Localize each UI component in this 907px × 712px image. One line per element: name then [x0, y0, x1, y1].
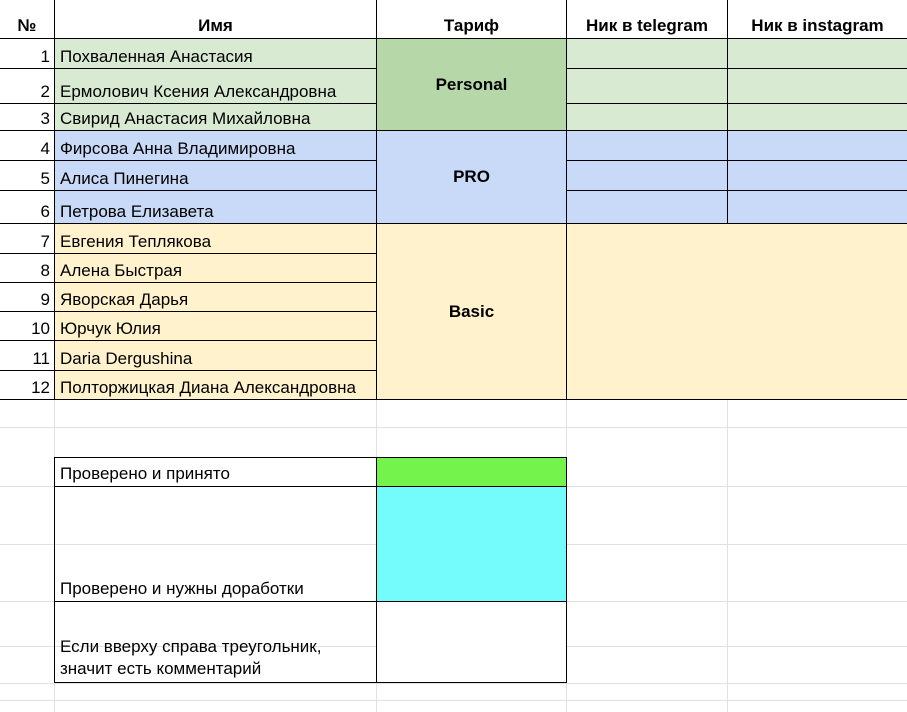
row-num-9[interactable]: 9 [40, 290, 50, 309]
legend-label-comment-note[interactable]: Если вверху справа треугольник, значит есть комментарий [60, 637, 322, 678]
row-num-12[interactable]: 12 [31, 378, 50, 397]
row-num-10[interactable]: 10 [31, 319, 50, 338]
legend-border [54, 601, 567, 602]
legend-label-checked-ok[interactable]: Проверено и принято [60, 464, 230, 483]
row-name-12[interactable]: Полторжицкая Диана Александровна [60, 378, 356, 397]
row-num-2[interactable]: 2 [40, 82, 50, 101]
row-name-10[interactable]: Юрчук Юлия [60, 319, 161, 338]
legend-border [376, 457, 377, 683]
telegram-cell-3[interactable] [567, 104, 727, 130]
gridline [727, 399, 728, 712]
row-name-5[interactable]: Алиса Пинегина [60, 169, 189, 188]
telegram-cell-1[interactable] [567, 39, 727, 68]
header-instagram[interactable]: Ник в instagram [751, 16, 884, 35]
legend-border [54, 457, 55, 683]
row-num-4[interactable]: 4 [40, 139, 50, 158]
instagram-cell-3[interactable] [728, 104, 907, 130]
row-num-7[interactable]: 7 [40, 232, 50, 251]
legend-swatch-comment[interactable] [376, 601, 566, 683]
row-name-11[interactable]: Daria Dergushina [60, 349, 193, 368]
basic-nick-merged-cell[interactable] [567, 224, 907, 399]
legend-border [54, 486, 567, 487]
telegram-cell-5[interactable] [567, 161, 727, 190]
legend-swatch-checked-ok[interactable] [376, 457, 566, 486]
legend-border [54, 457, 567, 458]
row-name-3[interactable]: Свирид Анастасия Михайловна [60, 109, 311, 128]
instagram-cell-1[interactable] [728, 39, 907, 68]
row-num-5[interactable]: 5 [40, 169, 50, 188]
instagram-cell-4[interactable] [728, 131, 907, 160]
tariff-basic[interactable]: Basic [377, 224, 566, 399]
gridline [0, 683, 907, 684]
instagram-cell-6[interactable] [728, 191, 907, 223]
row-name-8[interactable]: Алена Быстрая [60, 261, 183, 280]
row-name-2[interactable]: Ермолович Ксения Александровна [60, 82, 337, 101]
gridline [0, 700, 907, 701]
row-name-6[interactable]: Петрова Елизавета [60, 202, 214, 221]
instagram-cell-2[interactable] [728, 69, 907, 103]
row-name-7[interactable]: Евгения Теплякова [60, 232, 212, 251]
header-name[interactable]: Имя [198, 16, 233, 35]
row-num-8[interactable]: 8 [40, 261, 50, 280]
legend-label-needs-work[interactable]: Проверено и нужны доработки [60, 579, 304, 598]
row-num-11[interactable]: 11 [32, 349, 50, 368]
header-tariff[interactable]: Тариф [443, 16, 500, 35]
row-num-6[interactable]: 6 [40, 202, 50, 221]
telegram-cell-2[interactable] [567, 69, 727, 103]
tariff-pro[interactable]: PRO [377, 131, 566, 223]
header-telegram[interactable]: Ник в telegram [586, 16, 708, 35]
row-name-4[interactable]: Фирсова Анна Владимировна [60, 139, 296, 158]
legend-border [54, 682, 567, 683]
row-name-9[interactable]: Яворская Дарья [60, 290, 189, 309]
tariff-personal[interactable]: Personal [377, 39, 566, 130]
row-num-3[interactable]: 3 [40, 109, 50, 128]
row-num-1[interactable]: 1 [40, 47, 50, 66]
telegram-cell-4[interactable] [567, 131, 727, 160]
legend-border [566, 457, 567, 683]
instagram-cell-5[interactable] [728, 161, 907, 190]
gridline [0, 427, 907, 428]
telegram-cell-6[interactable] [567, 191, 727, 223]
row-name-1[interactable]: Похваленная Анастасия [60, 47, 253, 66]
legend-swatch-needs-work[interactable] [376, 486, 566, 601]
table-border [0, 399, 907, 400]
header-num[interactable]: № [17, 16, 37, 35]
